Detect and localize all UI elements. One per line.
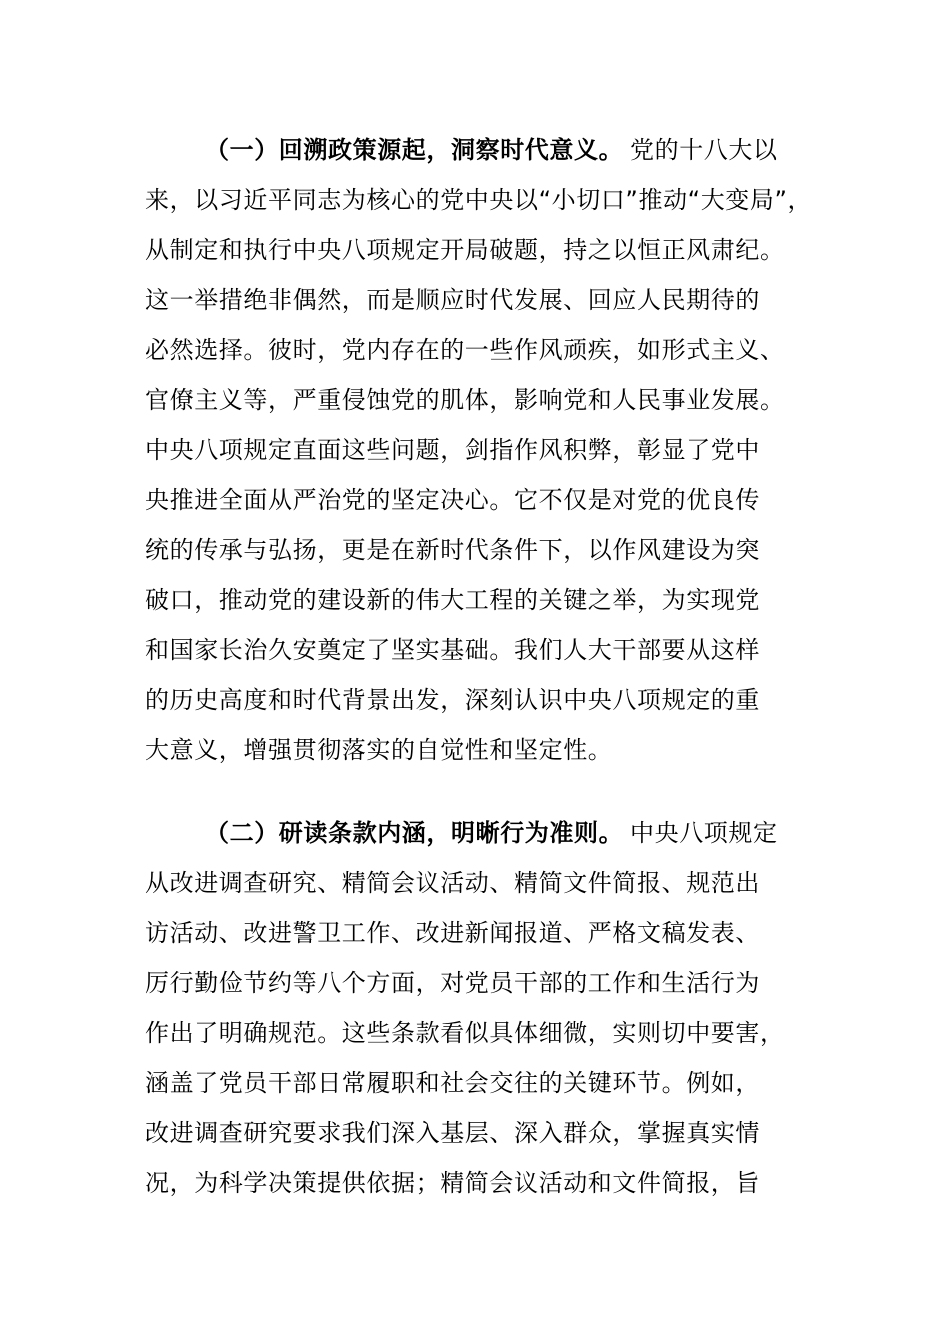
- section-1-line-1: 党的十八大以: [630, 136, 778, 164]
- section-2-heading: （二）研读条款内涵，明晰行为准则。: [205, 819, 624, 847]
- section-2-line-4: 厉行勤俭节约等八个方面，对党员干部的工作和生活行为: [145, 969, 760, 997]
- section-1-line-6: 官僚主义等，严重侵蚀党的肌体，影响党和人民事业发展。: [145, 386, 785, 414]
- section-1-line-10: 破口，推动党的建设新的伟大工程的关键之举，为实现党: [145, 586, 760, 614]
- section-2-line-2: 从改进调查研究、精简会议活动、精简文件简报、规范出: [145, 869, 760, 897]
- section-1-line-9: 统的传承与弘扬，更是在新时代条件下，以作风建设为突: [145, 536, 760, 564]
- section-1-line-13: 大意义，增强贯彻落实的自觉性和坚定性。: [145, 736, 613, 764]
- section-2-line-3: 访活动、改进警卫工作、改进新闻报道、严格文稿发表、: [145, 919, 760, 947]
- section-1-line-2: 来，以习近平同志为核心的党中央以“小切口”推动“大变局”，: [145, 186, 813, 214]
- section-1-line-4: 这一举措绝非偶然，而是顺应时代发展、回应人民期待的: [145, 286, 760, 314]
- section-1-line-5: 必然选择。彼时，党内存在的一些作风顽疾，如形式主义、: [145, 336, 785, 364]
- section-1-line-12: 的历史高度和时代背景出发，深刻认识中央八项规定的重: [145, 686, 760, 714]
- section-2-line-5: 作出了明确规范。这些条款看似具体细微，实则切中要害，: [145, 1019, 785, 1047]
- section-1-line-3: 从制定和执行中央八项规定开局破题，持之以恒正风肃纪。: [145, 236, 785, 264]
- section-1-line-11: 和国家长治久安奠定了坚实基础。我们人大干部要从这样: [145, 636, 760, 664]
- section-1-line-7: 中央八项规定直面这些问题，剑指作风积弊，彰显了党中: [145, 436, 760, 464]
- section-2-line-1: 中央八项规定: [630, 819, 778, 847]
- section-1-line-8: 央推进全面从严治党的坚定决心。它不仅是对党的优良传: [145, 486, 760, 514]
- section-1-heading: （一）回溯政策源起，洞察时代意义。: [205, 136, 624, 164]
- section-2-line-6: 涵盖了党员干部日常履职和社会交往的关键环节。例如，: [145, 1069, 760, 1097]
- section-2-line-7: 改进调查研究要求我们深入基层、深入群众，掌握真实情: [145, 1119, 760, 1147]
- section-2-line-8: 况，为科学决策提供依据；精简会议活动和文件简报，旨: [145, 1169, 760, 1197]
